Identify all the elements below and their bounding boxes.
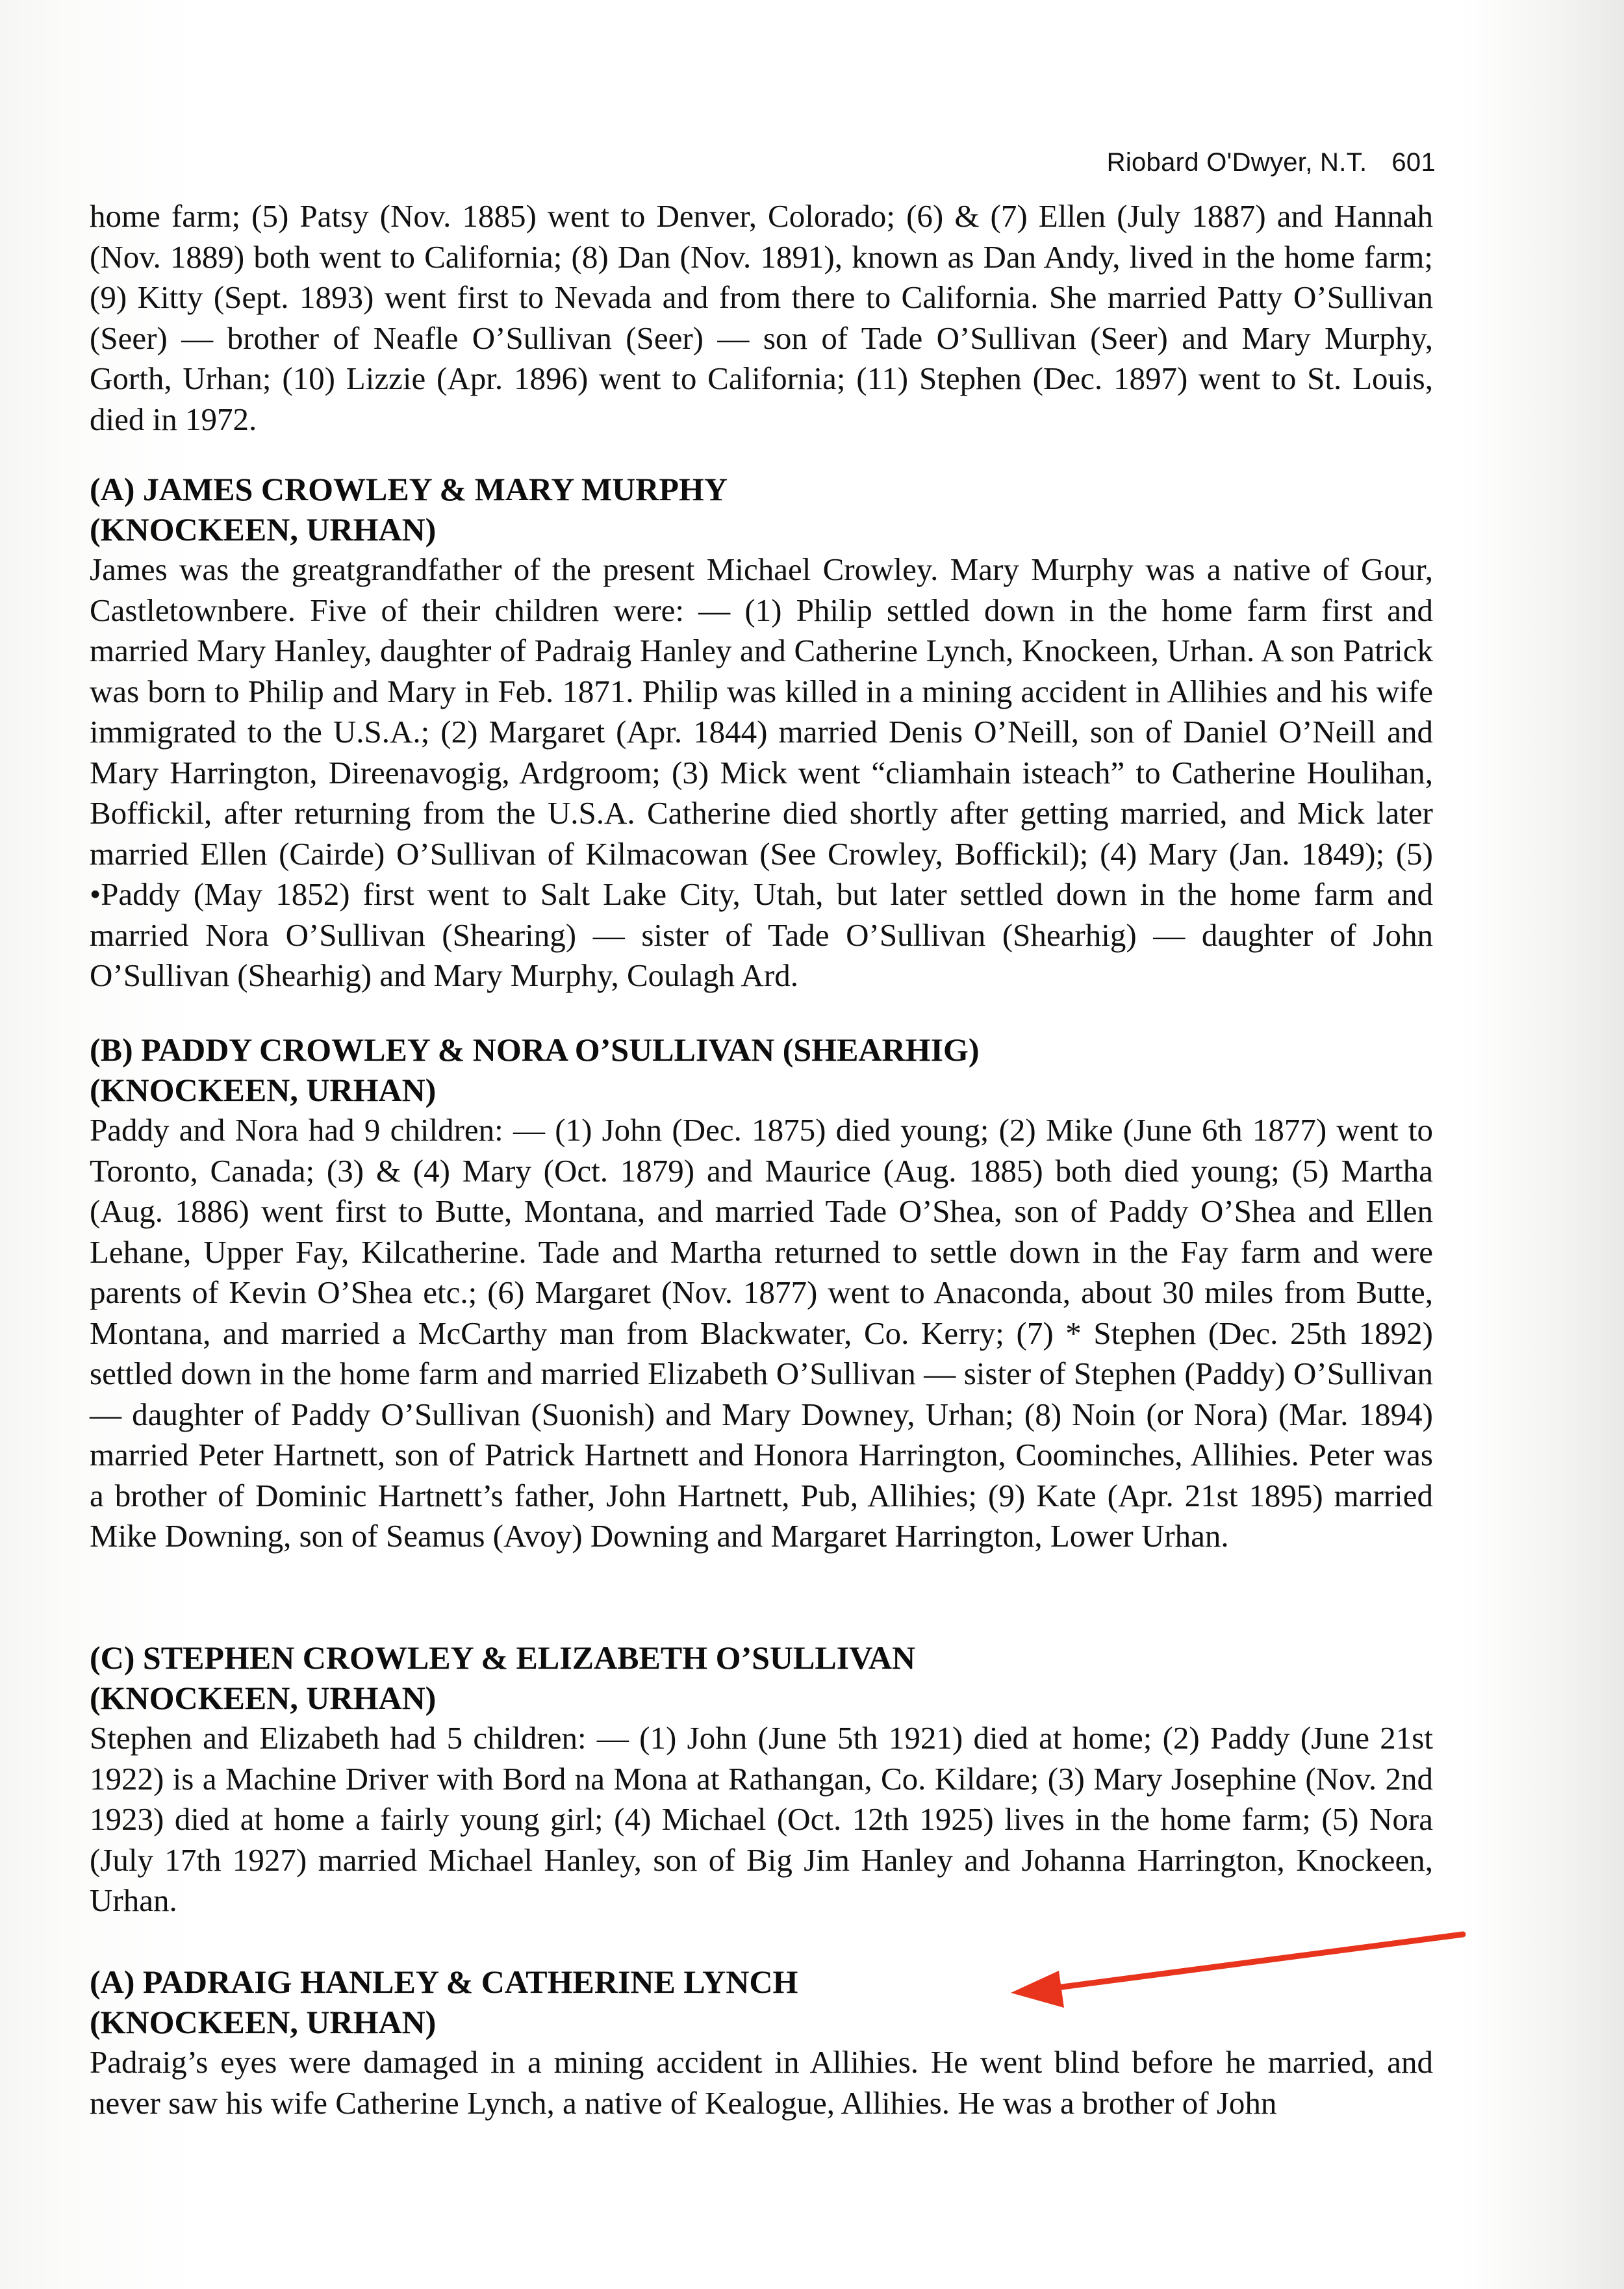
section-place: (KNOCKEEN, URHAN) bbox=[90, 511, 437, 548]
section-body: Paddy and Nora had 9 children: — (1) John (Dec. 1875) died young; (2) Mike (June 6th 1877) went to Toronto, Canada; (3) & (4) Mary (Oct. 1879) and Maurice (Aug. 1885) both died young; (5) Martha (Aug. 1886) went first to Butte, Montana, and married Tade O’Shea, son of Paddy O’Shea and Ellen Lehane, Upper Fay, Kilcatherine. Tade and Martha returned to settle down in the Fay farm and were parents of Kevin O’Shea etc.; (6) Margaret (Nov. 1877) went to Anaconda, about 30 miles from Butte, Montana, and married a McCarthy man from Blackwater, Co. Kerry; (7) * Stephen (Dec. 25th 1892) settled down in the home farm and married Elizabeth O’Sullivan — sister of Stephen (Paddy) O’Sullivan — daughter of Paddy O’Sullivan (Suonish) and Mary Downey, Urhan; (8) Noin (or Nora) (Mar. 1894) married Peter Hartnett, son of Patrick Hartnett and Honora Harrington, Coominches, Allihies. Peter was a brother of Dominic Hartnett’s father, John Hartnett, Pub, Allihies; (9) Kate (Apr. 21st 1895) married Mike Downing, son of Seamus (Avoy) Downing and Margaret Harrington, Lower Urhan. bbox=[90, 1112, 1433, 1554]
page-number: 601 bbox=[1391, 148, 1436, 177]
running-title: Riobard O'Dwyer, N.T. bbox=[1106, 148, 1367, 177]
section-title: (B) PADDY CROWLEY & NORA O’SULLIVAN (SHEARHIG) bbox=[90, 1031, 980, 1068]
section-place: (KNOCKEEN, URHAN) bbox=[90, 1072, 437, 1108]
section-title: (A) PADRAIG HANLEY & CATHERINE LYNCH bbox=[90, 1964, 798, 2000]
section-place: (KNOCKEEN, URHAN) bbox=[90, 1680, 437, 1716]
section-title: (C) STEPHEN CROWLEY & ELIZABETH O’SULLIVAN bbox=[90, 1639, 916, 1676]
section-title: (A) JAMES CROWLEY & MARY MURPHY bbox=[90, 471, 728, 507]
section-body: James was the greatgrandfather of the present Michael Crowley. Mary Murphy was a native of Gour, Castletownbere. Five of their children were: — (1) Philip settled down in the home farm first and married Mary Hanley, daughter of Padraig Hanley and Catherine Lynch, Knockeen, Urhan. A son Patrick was born to Philip and Mary in Feb. 1871. Philip was killed in a mining accident in Allihies and his wife immigrated to the U.S.A.; (2) Margaret (Apr. 1844) married Denis O’Neill, son of Daniel O’Neill and Mary Harrington, Direenavogig, Ardgroom; (3) Mick went “cliamhain isteach” to Catherine Houlihan, Boffickil, after returning from the U.S.A. Catherine died shortly after getting married, and Mick later married Ellen (Cairde) O’Sullivan of Kilmacowan (See Crowley, Boffickil); (4) Mary (Jan. 1849); (5) •Paddy (May 1852) first went to Salt Lake City, Utah, but later settled down in the home farm and married Nora O’Sullivan (Shearing) — sister of Tade O’Sullivan (Shearhig) — daughter of John O’Sullivan (Shearhig) and Mary Murphy, Coulagh Ard. bbox=[90, 551, 1433, 993]
section-body: Stephen and Elizabeth had 5 children: — (1) John (June 5th 1921) died at home; (2) Paddy (June 21st 1922) is a Machine Driver with Bord na Mona at Rathangan, Co. Kildare; (3) Mary Josephine (Nov. 2nd 1923) died at home a fairly young girl; (4) Michael (Oct. 12th 1925) lives in the home farm; (5) Nora (July 17th 1927) married Michael Hanley, son of Big Jim Hanley and Johanna Harrington, Knockeen, Urhan. bbox=[90, 1720, 1433, 1918]
opening-paragraph: home farm; (5) Patsy (Nov. 1885) went to Denver, Colorado; (6) & (7) Ellen (July 1887) and Hannah (Nov. 1889) both went to California; (8) Dan (Nov. 1891), known as Dan Andy, lived in the home farm; (9) Kitty (Sept. 1893) went first to Nevada and from there to California. She married Patty O’Sullivan (Seer) — brother of Neafle O’Sullivan (Seer) — son of Tade O’Sullivan (Seer) and Mary Murphy, Gorth, Urhan; (10) Lizzie (Apr. 1896) went to California; (11) Stephen (Dec. 1897) went to St. Louis, died in 1972. bbox=[90, 198, 1433, 437]
section-place: (KNOCKEEN, URHAN) bbox=[90, 2004, 437, 2040]
section-body: Padraig’s eyes were damaged in a mining accident in Allihies. He went blind before he married, and never saw his wife Catherine Lynch, a native of Kealogue, Allihies. He was a brother of John bbox=[90, 2044, 1433, 2121]
arrow-line bbox=[1047, 1934, 1463, 1989]
arrow-head bbox=[1011, 1971, 1064, 2008]
